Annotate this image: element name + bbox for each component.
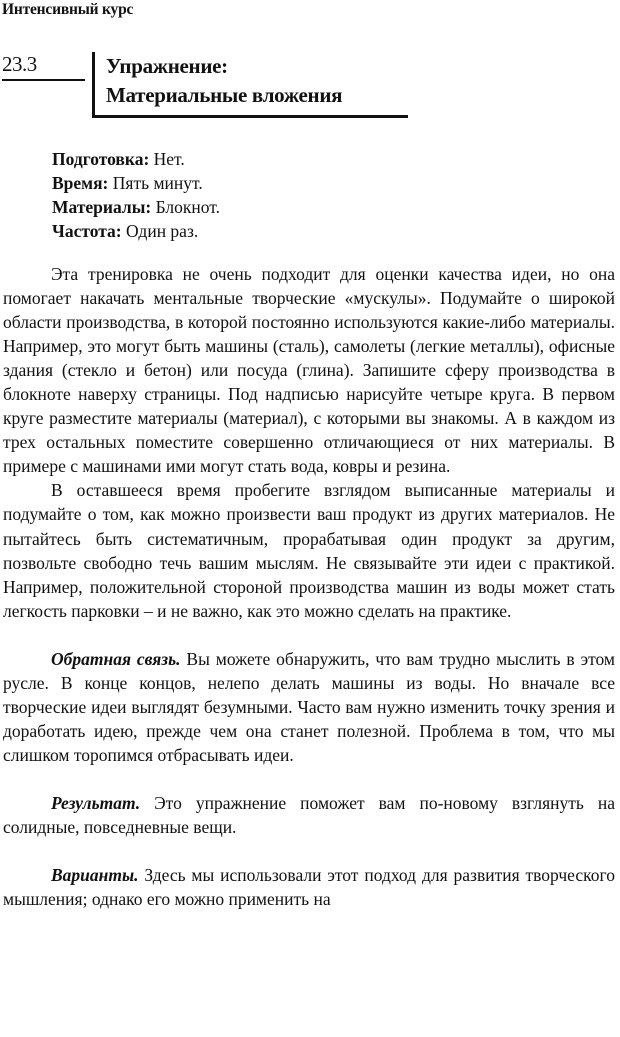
meta-time <box>52 171 220 195</box>
body-text <box>3 262 615 911</box>
meta-value: Нет. <box>149 149 185 169</box>
running-head: Интенсивный курс <box>2 1 134 18</box>
section-title-line-1: Упражнение: <box>106 54 228 78</box>
section-bottom-rule <box>92 115 408 118</box>
meta-value: Один раз. <box>121 221 199 241</box>
paragraph-instructions: В оставшееся время пробегите взглядом выписанные материалы и подумайте о том, как можно произвести ваш продукт из других материалов. Не пытайтесь быть систематичным, прорабатывая один продукт за другим, позвольте свободно течь вашим мыслям. Не связывайте эти идеи с практикой. Например, положительной стороной производства машин из воды может стать легкость парковки – и не важно, как это можно сделать на практике. <box>3 480 615 621</box>
meta-label: Подготовка: <box>52 149 150 169</box>
feedback-text: Вы можете обнаружить, что вам трудно мыслить в этом русле. В конце концов, нелепо делать машины из воды. Но вначале все творческие идеи выглядят безумными. Часто вам нужно изменить точку зрения и доработать идею, прежде чем она станет полезной. Проблема в том, что мы слишком торопимся отбрасывать идеи. <box>3 648 615 765</box>
paragraph-feedback <box>3 647 615 767</box>
variants-label: Варианты. <box>51 865 139 886</box>
meta-label: Время: <box>52 173 109 193</box>
meta-label: Материалы: <box>52 197 152 217</box>
meta-value: Пять минут. <box>108 173 203 193</box>
paragraph-variants <box>3 863 615 911</box>
section-title <box>106 52 342 110</box>
section-number-underline <box>2 79 85 81</box>
section-number: 23.3 <box>2 52 37 76</box>
section-vertical-rule <box>92 52 95 116</box>
section-heading <box>2 50 410 120</box>
paragraph-intro: Эта тренировка не очень подходит для оценки качества идеи, но она помогает накачать ментальные творческие «мускулы». Подумайте о широкой области производства, в которой постоянно используются какие-либо материалы. Например, это могут быть машины (сталь), самолеты (легкие металлы), офисные здания (стекло и бетон) или посуда (глина). Запишите сферу производства в блокноте наверху страницы. Под надписью нарисуйте четыре круга. В первом круге разместите материалы (материал), с которыми вы знакомы. А в каждом из трех остальных поместите совершенно отличающиеся от них материалы. В примере с машинами ими могут стать вода, ковры и резина. <box>3 264 615 477</box>
result-text: Это упражнение поможет вам по-новому взглянуть на солидные, повседневные вещи. <box>3 792 615 837</box>
section-title-line-2: Материальные вложения <box>106 83 343 107</box>
result-label: Результат. <box>51 792 141 813</box>
meta-preparation <box>52 147 220 171</box>
meta-materials <box>52 195 220 219</box>
exercise-meta <box>52 147 220 243</box>
meta-label: Частота: <box>52 221 122 241</box>
paragraph-result <box>3 791 615 839</box>
meta-value: Блокнот. <box>151 197 220 217</box>
variants-text: Здесь мы использовали этот подход для развития творческого мышления; однако его можно применить на <box>3 865 615 910</box>
meta-frequency <box>52 219 220 243</box>
feedback-label: Обратная связь. <box>51 648 181 669</box>
